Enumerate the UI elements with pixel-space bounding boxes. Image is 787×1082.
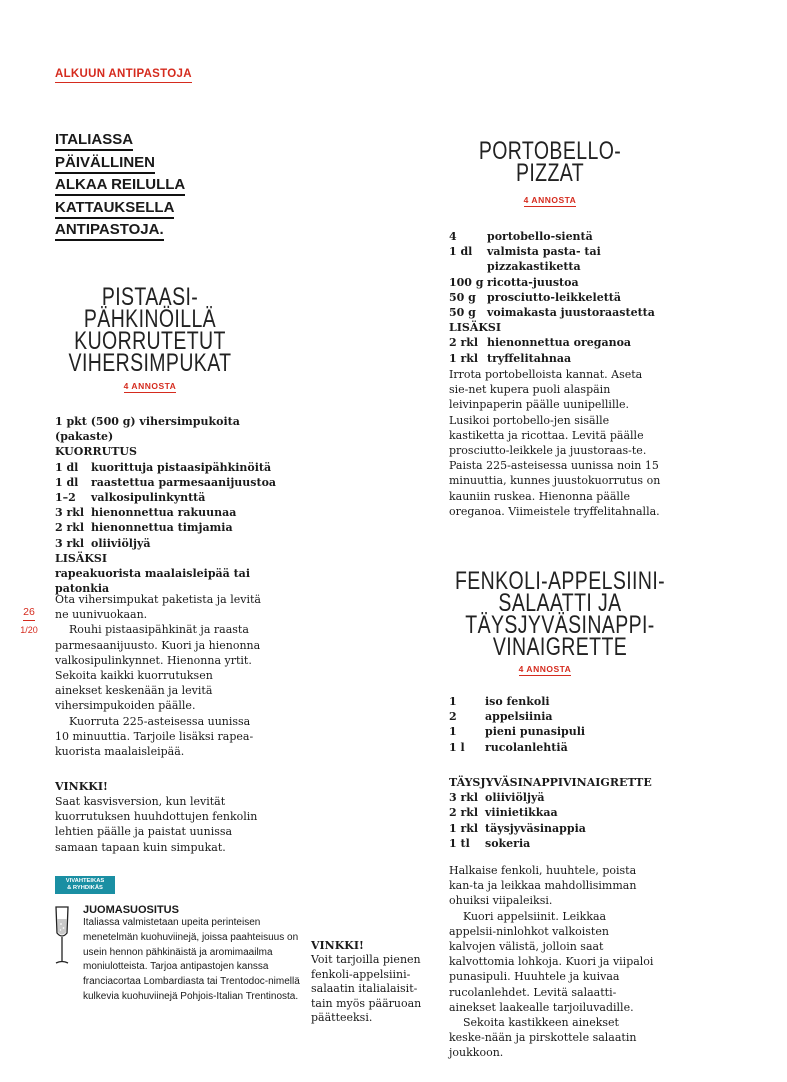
title-line: SALAATTI JA [498, 589, 622, 617]
ingredient-row: 1 dl valmista pasta- tai pizzakastiketta [449, 245, 601, 274]
method-paragraph: Rouhi pistaasipähkinät ja raasta parmesaanijuusto. Kuori ja hienonna valkosipulinkynnet. Hienonna yrtit. Sekoita kaikki kuorrutuksen ainekset keskenään ja levitä vihersimpukoiden päälle. [55, 623, 261, 713]
method-paragraph: Sekoita kastikkeen ainekset keske-nään ja pirskottele salaatin joukkoon. [449, 1016, 637, 1060]
recipe1-title [64, 283, 236, 377]
servings-label: 4 ANNOSTA [523, 195, 577, 205]
title-line: FENKOLI-APPELSIINI- [454, 567, 666, 595]
ingredient-row: 1 dl raastettua parmesaanijuustoa [55, 475, 277, 489]
title-line: PIZZAT [515, 159, 585, 187]
ingredient-row: 1 rkl täysjyväsinappia [449, 821, 586, 835]
servings-label: 4 ANNOSTA [518, 664, 572, 674]
title-line: PORTOBELLO- [478, 137, 622, 165]
method-paragraph: Irrota portobelloista kannat. Aseta sie-net kupera puoli alaspäin leivinpaperin päälle uunipellille. Lusikoi portobello-jen sisälle kastiketta ja ricottaa. Levitä päälle prosciutto-leikkele ja juustoraas-te. Paista 225-asteisessa uunissa noin 15 minuuttia, kunnes juustokuorrutus on kauniin ruskea. Hienonna päälle oreganoa. Viimeistele tryffelitahnalla. [449, 368, 661, 518]
champagne-glass-icon [52, 905, 72, 965]
tip-box-2 [311, 938, 423, 1026]
subheading: LISÄKSI [449, 321, 502, 335]
tip-title: VINKKI! [311, 939, 364, 952]
ingredient-row: 1 pieni punasipuli [449, 725, 586, 739]
ingredient-row: 2 appelsiinia [449, 710, 553, 724]
recipe3-title [451, 567, 669, 661]
ingredient-row: 1 tl sokeria [449, 836, 531, 850]
ingredient-row: 3 rkl oliiviöljyä [55, 536, 151, 550]
drink-text: Italiassa valmistetaan upeita perinteisen menetelmän kuohuviinejä, joissa paahteisuus on usein hennon pähkinäistä ja aromimaailma moniulotteista. Tarjoa antipastojen kanssa franciacortaa Lombardiasta tai Trentodoc-nimellä kulkevia kuohuviinejä Pohjois-Italian Trentinosta. [83, 917, 300, 1002]
tip-box [55, 779, 265, 855]
section-kicker: ALKUUN ANTIPASTOJA [55, 68, 192, 83]
title-line: VIHERSIMPUKAT [68, 349, 232, 377]
recipe1-ingredients [55, 414, 295, 596]
drink-title: JUOMASUOSITUS [83, 904, 179, 916]
title-line: TÄYSJYVÄSINAPPI- [465, 611, 655, 639]
ingredient-row: 3 rkl oliiviöljyä [449, 791, 545, 805]
ingredient-row: 1–2 valkosipulinkynttä [55, 491, 206, 505]
method-paragraph: Kuori appelsiinit. Leikkaa appelsii-ninlohkot valkoisten kalvojen välistä, jolloin saat kalvottomia lohkoja. Kuori ja viipaloi punasipuli. Huuhtele ja kuivaa rucolanlehdet. Levitä salaatti-ainekset laakealle tarjoiluvadille. [449, 909, 654, 1014]
ingredient-line: rapeakuorista maalaisleipää tai patonkia [55, 567, 250, 596]
title-line: PÄHKINÖILLÄ [83, 305, 217, 333]
recipe3-ingredients [449, 694, 689, 755]
recipe2-ingredients [449, 229, 689, 366]
title-line: VINAIGRETTE [492, 633, 628, 661]
ingredient-row: 3 rkl hienonnettua rakuunaa [55, 506, 237, 520]
recipe1-method [55, 592, 263, 759]
subheading: LISÄKSI [55, 551, 108, 565]
recipe3-method [449, 863, 654, 1061]
drink-recommendation [83, 904, 303, 1005]
ingredient-row: 1 rkl tryffelitahnaa [449, 351, 572, 365]
method-paragraph: Kuorruta 225-asteisessa uunissa 10 minuuttia. Tarjoile lisäksi rapea-kuorista maalaisleipää. [55, 714, 254, 759]
ingredient-row: 50 g prosciutto-leikkelettä [449, 290, 622, 304]
lead-line: ALKAA REILULLA [55, 176, 185, 196]
badge-line: VIVAHTEIKAS [65, 878, 105, 884]
recipe2-method [449, 367, 661, 519]
lead-headline [55, 131, 185, 244]
tip-title: VINKKI! [55, 780, 108, 793]
subheading: TÄYSJYVÄSINAPPIVINAIGRETTE [449, 776, 652, 789]
ingredient-row: 50 g voimakasta juustoraastetta [449, 306, 655, 320]
page-number [18, 606, 40, 635]
subheading: KUORRUTUS [55, 445, 137, 459]
recipe2-title [472, 137, 628, 187]
recipe1-servings [100, 381, 200, 391]
recipe3-dressing [449, 775, 689, 851]
ingredient-row: 1 dl kuorittuja pistaasipähkinöitä [55, 460, 272, 474]
title-line: PISTAASI- [101, 283, 199, 311]
lead-line: KATTAUKSELLA [55, 199, 174, 219]
tip-text: Saat kasvisversion, kun levität kuorrutuksen huuhdottujen fenkolin lehtien päälle ja paistat uunissa samaan tapaan kuin simpukat. [55, 795, 258, 854]
method-paragraph: Ota vihersimpukat paketista ja levitä ne uunivuokaan. [55, 593, 261, 622]
ingredient-row: 2 rkl hienonnettua oreganoa [449, 336, 632, 350]
ingredient-row: 2 rkl hienonnettua timjamia [55, 521, 233, 535]
ingredient-row: 1 iso fenkoli [449, 695, 550, 708]
ingredient-line: 1 pkt (500 g) vihersimpukoita (pakaste) [55, 415, 240, 444]
drink-badge [55, 876, 115, 894]
lead-line: ITALIASSA [55, 131, 133, 151]
recipe3-servings [495, 664, 595, 674]
title-line: KUORRUTETUT [74, 327, 226, 355]
ingredient-row: 1 l rucolanlehtiä [449, 740, 568, 754]
page-number-value: 26 [23, 606, 35, 621]
servings-label: 4 ANNOSTA [123, 381, 177, 391]
recipe2-servings [500, 195, 600, 205]
lead-line: ANTIPASTOJA. [55, 221, 164, 241]
lead-line: PÄIVÄLLINEN [55, 154, 155, 174]
ingredient-row: 2 rkl viinietikkaa [449, 806, 558, 820]
ingredient-row: 4 portobello-sientä [449, 230, 593, 243]
ingredient-row: 100 g ricotta-juustoa [449, 275, 579, 289]
badge-line: & RYHDIKÄS [67, 885, 103, 891]
issue-number: 1/20 [20, 625, 38, 635]
method-paragraph: Halkaise fenkoli, huuhtele, poista kan-ta ja leikkaa mahdollisimman ohuiksi viipaleiksi. [449, 864, 637, 908]
tip-text: Voit tarjoilla pienen fenkoli-appelsiini-salaatin italialaisit-tain myös pääruoan päätteeksi. [311, 953, 422, 1025]
